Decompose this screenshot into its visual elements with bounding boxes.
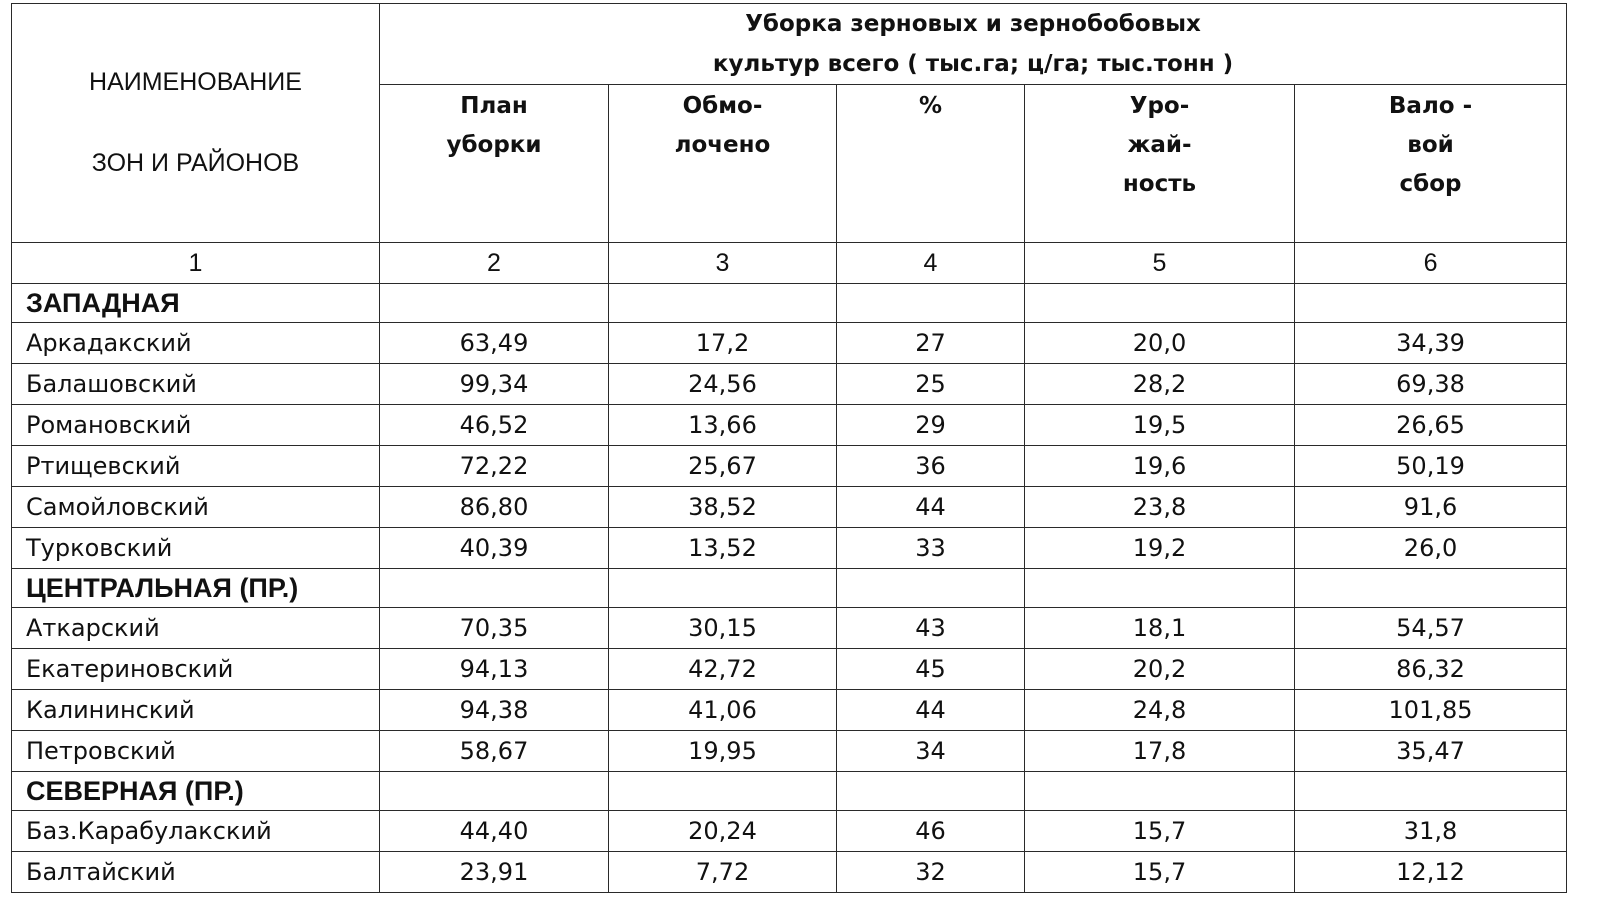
value-cell: 41,06 <box>609 690 837 731</box>
value-cell: 70,35 <box>380 608 609 649</box>
harvest-table <box>11 3 1567 893</box>
name-header-line1: НАИМЕНОВАНИЕ <box>89 68 302 96</box>
value-cell: 20,2 <box>1025 649 1295 690</box>
value-cell: 46,52 <box>380 405 609 446</box>
value-cell: 23,8 <box>1025 487 1295 528</box>
district-name: Баз.Карабулакский <box>12 811 380 852</box>
value-cell: 46 <box>837 811 1025 852</box>
group-header-line2: культур всего ( тыс.га; ц/га; тыс.тонн ) <box>712 51 1234 77</box>
column-header-5 <box>1025 85 1295 243</box>
empty-cell <box>609 772 837 811</box>
zone-name: ЦЕНТРАЛЬНАЯ (ПР.) <box>12 569 380 608</box>
empty-cell <box>380 569 609 608</box>
value-cell: 19,2 <box>1025 528 1295 569</box>
value-cell: 25 <box>837 364 1025 405</box>
value-cell: 27 <box>837 323 1025 364</box>
value-cell: 94,13 <box>380 649 609 690</box>
district-name: Аткарский <box>12 608 380 649</box>
district-name: Калининский <box>12 690 380 731</box>
value-cell: 13,66 <box>609 405 837 446</box>
column-header-line: Вало - <box>1388 93 1473 119</box>
column-header-line: Уро- <box>1129 93 1190 119</box>
value-cell: 26,0 <box>1295 528 1567 569</box>
empty-cell <box>1025 569 1295 608</box>
value-cell: 19,5 <box>1025 405 1295 446</box>
table-row <box>12 608 1567 649</box>
district-name: Ртищевский <box>12 446 380 487</box>
value-cell: 58,67 <box>380 731 609 772</box>
value-cell: 94,38 <box>380 690 609 731</box>
column-header-line: вой <box>1407 132 1454 158</box>
table-row <box>12 811 1567 852</box>
value-cell: 63,49 <box>380 323 609 364</box>
value-cell: 19,6 <box>1025 446 1295 487</box>
group-header-line1: Уборка зерновых и зернобобовых <box>745 11 1201 37</box>
value-cell: 72,22 <box>380 446 609 487</box>
district-name: Екатериновский <box>12 649 380 690</box>
table-row <box>12 731 1567 772</box>
district-name: Аркадакский <box>12 323 380 364</box>
value-cell: 34,39 <box>1295 323 1567 364</box>
empty-cell <box>837 569 1025 608</box>
value-cell: 24,8 <box>1025 690 1295 731</box>
column-header-line: уборки <box>446 132 542 158</box>
column-number: 2 <box>380 243 609 284</box>
value-cell: 26,65 <box>1295 405 1567 446</box>
empty-cell <box>1025 284 1295 323</box>
value-cell: 34 <box>837 731 1025 772</box>
district-name: Романовский <box>12 405 380 446</box>
table-row <box>12 690 1567 731</box>
column-number: 6 <box>1295 243 1567 284</box>
value-cell: 28,2 <box>1025 364 1295 405</box>
value-cell: 44,40 <box>380 811 609 852</box>
table-row <box>12 487 1567 528</box>
value-cell: 86,80 <box>380 487 609 528</box>
value-cell: 29 <box>837 405 1025 446</box>
value-cell: 12,12 <box>1295 852 1567 893</box>
column-header-line: % <box>918 93 943 119</box>
empty-cell <box>1295 569 1567 608</box>
empty-cell <box>1295 772 1567 811</box>
empty-cell <box>380 772 609 811</box>
column-header-line: сбор <box>1399 171 1462 197</box>
value-cell: 24,56 <box>609 364 837 405</box>
group-header <box>380 4 1567 85</box>
value-cell: 45 <box>837 649 1025 690</box>
district-name: Самойловский <box>12 487 380 528</box>
column-header-6 <box>1295 85 1567 243</box>
value-cell: 50,19 <box>1295 446 1567 487</box>
value-cell: 99,34 <box>380 364 609 405</box>
zone-name: СЕВЕРНАЯ (ПР.) <box>12 772 380 811</box>
empty-cell <box>609 569 837 608</box>
value-cell: 13,52 <box>609 528 837 569</box>
value-cell: 44 <box>837 690 1025 731</box>
value-cell: 69,38 <box>1295 364 1567 405</box>
column-number: 1 <box>12 243 380 284</box>
value-cell: 15,7 <box>1025 852 1295 893</box>
value-cell: 20,24 <box>609 811 837 852</box>
zone-name: ЗАПАДНАЯ <box>12 284 380 323</box>
empty-cell <box>609 284 837 323</box>
value-cell: 36 <box>837 446 1025 487</box>
column-header-line: лочено <box>674 132 771 158</box>
empty-cell <box>1295 284 1567 323</box>
value-cell: 19,95 <box>609 731 837 772</box>
zone-row <box>12 569 1567 608</box>
column-header-line: Обмо- <box>682 93 763 119</box>
value-cell: 42,72 <box>609 649 837 690</box>
column-number: 5 <box>1025 243 1295 284</box>
table-row <box>12 405 1567 446</box>
column-header-line: ность <box>1122 171 1197 197</box>
value-cell: 44 <box>837 487 1025 528</box>
empty-cell <box>380 284 609 323</box>
column-header-2 <box>380 85 609 243</box>
value-cell: 32 <box>837 852 1025 893</box>
table-row <box>12 323 1567 364</box>
table-row <box>12 528 1567 569</box>
value-cell: 54,57 <box>1295 608 1567 649</box>
empty-cell <box>837 284 1025 323</box>
column-header-line: План <box>460 93 528 119</box>
column-number: 4 <box>837 243 1025 284</box>
value-cell: 25,67 <box>609 446 837 487</box>
value-cell: 7,72 <box>609 852 837 893</box>
district-name: Балтайский <box>12 852 380 893</box>
column-header-4 <box>837 85 1025 243</box>
value-cell: 35,47 <box>1295 731 1567 772</box>
table-row <box>12 852 1567 893</box>
name-header <box>12 4 380 243</box>
name-header-line2: ЗОН И РАЙОНОВ <box>91 149 300 177</box>
table-row <box>12 649 1567 690</box>
value-cell: 15,7 <box>1025 811 1295 852</box>
value-cell: 91,6 <box>1295 487 1567 528</box>
zone-row <box>12 284 1567 323</box>
value-cell: 40,39 <box>380 528 609 569</box>
value-cell: 101,85 <box>1295 690 1567 731</box>
column-header-3 <box>609 85 837 243</box>
value-cell: 38,52 <box>609 487 837 528</box>
table-row <box>12 446 1567 487</box>
district-name: Петровский <box>12 731 380 772</box>
value-cell: 86,32 <box>1295 649 1567 690</box>
table-row <box>12 364 1567 405</box>
zone-row <box>12 772 1567 811</box>
value-cell: 17,8 <box>1025 731 1295 772</box>
column-number: 3 <box>609 243 837 284</box>
district-name: Балашовский <box>12 364 380 405</box>
value-cell: 20,0 <box>1025 323 1295 364</box>
value-cell: 23,91 <box>380 852 609 893</box>
empty-cell <box>837 772 1025 811</box>
value-cell: 18,1 <box>1025 608 1295 649</box>
value-cell: 30,15 <box>609 608 837 649</box>
value-cell: 43 <box>837 608 1025 649</box>
empty-cell <box>1025 772 1295 811</box>
column-header-line: жай- <box>1127 132 1192 158</box>
value-cell: 31,8 <box>1295 811 1567 852</box>
district-name: Турковский <box>12 528 380 569</box>
value-cell: 17,2 <box>609 323 837 364</box>
value-cell: 33 <box>837 528 1025 569</box>
